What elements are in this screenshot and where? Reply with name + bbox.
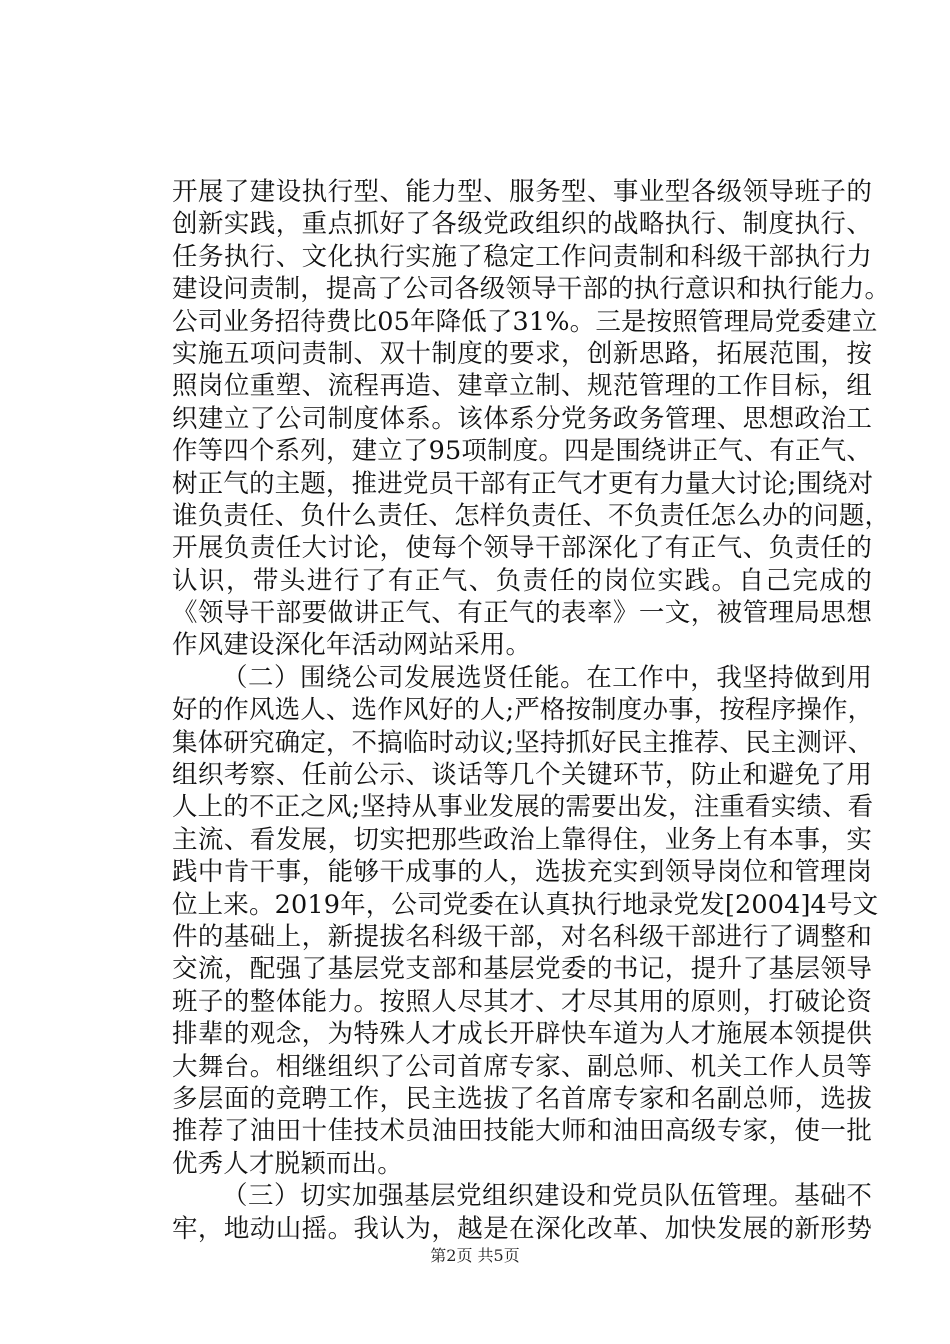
text-line: 牢，地动山摇。我认为，越是在深化改革、加快发展的新形势: [172, 1213, 872, 1244]
text-line: 件的基础上，新提拔名科级干部，对名科级干部进行了调整和: [172, 921, 872, 952]
text-line: 任务执行、文化执行实施了稳定工作问责制和科级干部执行力: [172, 241, 872, 272]
text-line: 照岗位重塑、流程再造、建章立制、规范管理的工作目标，组: [172, 371, 872, 402]
page-number-footer: 第2页 共5页: [430, 1246, 520, 1265]
text-line: 《领导干部要做讲正气、有正气的表率》一文，被管理局思想: [172, 598, 872, 629]
text-line: 好的作风选人、选作风好的人;严格按制度办事，按程序操作，: [172, 695, 874, 726]
text-line: 实施五项问责制、双十制度的要求，创新思路，拓展范围，按: [172, 338, 872, 369]
text-line: 认识，带头进行了有正气、负责任的岗位实践。自己完成的: [172, 565, 872, 596]
text-line: 推荐了油田十佳技术员油田技能大师和油田高级专家，使一批: [172, 1116, 872, 1147]
text-line: 织建立了公司制度体系。该体系分党务政务管理、思想政治工: [172, 403, 872, 434]
text-line: 交流，配强了基层党支部和基层党委的书记，提升了基层领导: [172, 954, 872, 985]
text-line: 班子的整体能力。按照人尽其才、才尽其用的原则，打破论资: [172, 986, 872, 1017]
text-line: 开展负责任大讨论，使每个领导干部深化了有正气、负责任的: [172, 533, 872, 564]
text-line: 主流、看发展，切实把那些政治上靠得住，业务上有本事，实: [172, 824, 872, 855]
text-line: 排辈的观念，为特殊人才成长开辟快车道为人才施展本领提供: [172, 1019, 872, 1050]
text-line: 谁负责任、负什么责任、怎样负责任、不负责任怎么办的问题，: [172, 500, 891, 531]
text-line: 开展了建设执行型、能力型、服务型、事业型各级领导班子的: [172, 177, 872, 207]
text-line: 人上的不正之风;坚持从事业发展的需要出发，注重看实绩、看: [172, 792, 874, 823]
text-line: 位上来。2019年，公司党委在认真执行地录党发[2004]4号文: [172, 889, 879, 920]
section-heading-line: （三）切实加强基层党组织建设和党员队伍管理。基础不: [222, 1181, 872, 1212]
text-line: 创新实践，重点抓好了各级党政组织的战略执行、制度执行、: [172, 209, 872, 240]
text-line: 践中肯干事，能够干成事的人，选拔充实到领导岗位和管理岗: [172, 857, 872, 888]
text-line: 优秀人才脱颖而出。: [172, 1148, 403, 1179]
text-line: 组织考察、任前公示、谈话等几个关键环节，防止和避免了用: [172, 760, 872, 791]
body-text: [172, 176, 891, 1245]
text-line: 大舞台。相继组织了公司首席专家、副总师、机关工作人员等: [172, 1051, 872, 1082]
text-line: 公司业务招待费比05年降低了31%。三是按照管理局党委建立: [172, 306, 878, 337]
text-line: 多层面的竞聘工作，民主选拔了名首席专家和名副总师，选拔: [172, 1083, 872, 1114]
text-line: 集体研究确定，不搞临时动议;坚持抓好民主推荐、民主测评、: [172, 727, 874, 758]
section-heading-line: （二）围绕公司发展选贤任能。在工作中，我坚持做到用: [222, 662, 872, 693]
text-line: 作等四个系列，建立了95项制度。四是围绕讲正气、有正气、: [172, 436, 872, 467]
text-line: 树正气的主题，推进党员干部有正气才更有力量大讨论;围绕对: [172, 468, 874, 499]
text-line: 建设问责制，提高了公司各级领导干部的执行意识和执行能力。: [172, 274, 891, 305]
text-line: 作风建设深化年活动网站采用。: [172, 630, 532, 661]
